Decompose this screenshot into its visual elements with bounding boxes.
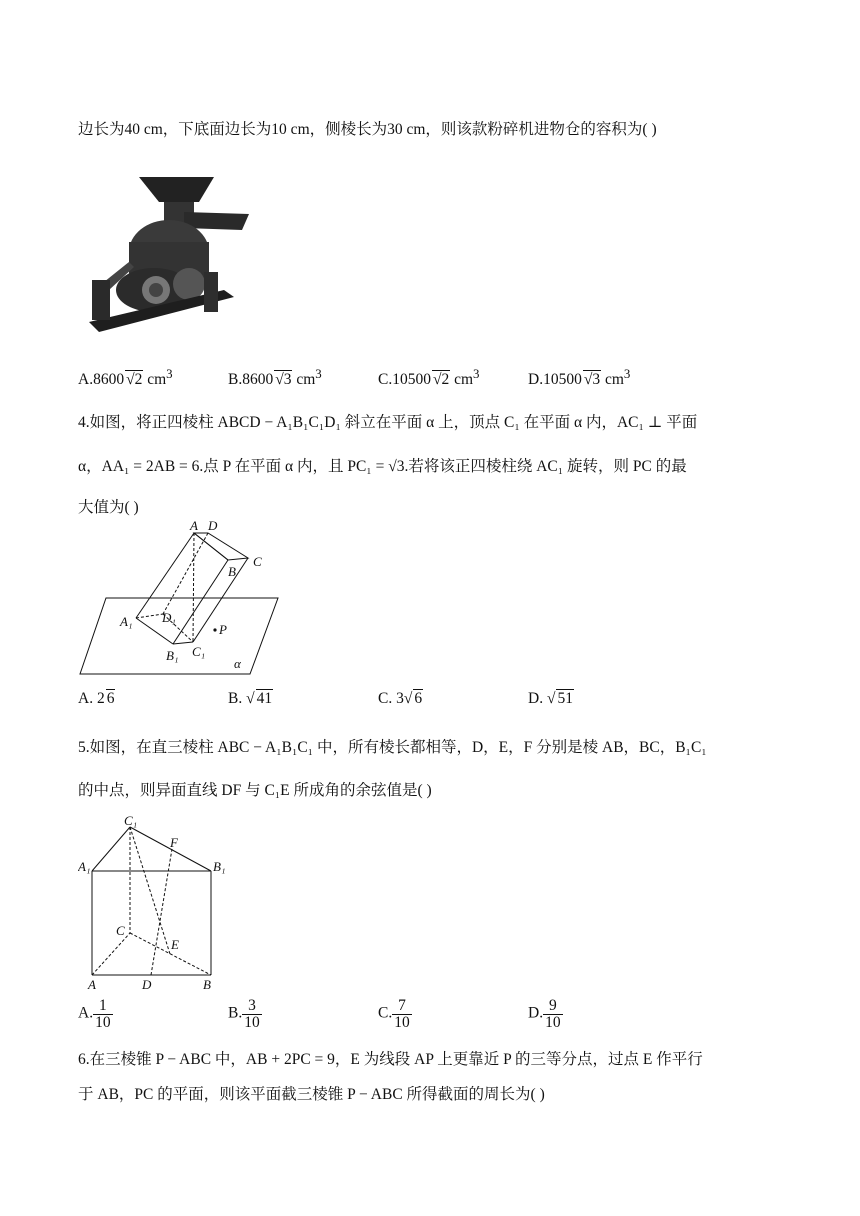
q5-label-d: D: [142, 977, 152, 992]
q4-option-d[interactable]: D. √ 51: [528, 690, 573, 707]
q5-option-a[interactable]: A. $\frac{1}{10}$: [78, 997, 111, 1031]
q4-label-d: D: [208, 518, 218, 533]
q4-option-c[interactable]: C. 3√ 6: [378, 690, 423, 707]
q4-label-p: P: [219, 622, 227, 637]
q4-label-b1: B₁: [166, 648, 179, 663]
q4-label-d1: D₁: [162, 610, 176, 625]
q3-option-b[interactable]: B.8600 √3 $cm^3$: [228, 366, 322, 389]
q4-stem-line-1: 4.如图，将正四棱柱 ABCD − A₁B₁C₁D₁ 斜立在平面 α 上，顶点 C₁ 在平面 α 内，AC₁ ⊥ 平面: [78, 414, 698, 431]
q4-stem-line-3: 大值为( ): [78, 499, 139, 516]
q4-label-c: C: [253, 554, 262, 569]
q6-stem-line-1: 6.在三棱锥 P − ABC 中，AB + 2PC = 9，E 为线段 AP 上更靠近 P 的三等分点，过点 E 作平行: [78, 1051, 703, 1068]
q4-stem-line-2: α，AA₁ = 2AB = 6.点 P 在平面 α 内，且 PC₁ = √3.若将该正四棱柱绕 AC₁ 旋转，则 PC 的最: [78, 458, 687, 475]
q3-option-a[interactable]: A.8600 √2 $cm^3$: [78, 366, 173, 389]
q5-prism-figure: [78, 815, 228, 995]
crusher-machine-photo: [84, 172, 254, 332]
q3-option-d[interactable]: D.10500 √3 $cm^3$: [528, 366, 631, 389]
q6-stem-line-2: 于 AB，PC 的平面，则该平面截三棱锥 P − ABC 所得截面的周长为( ): [78, 1086, 545, 1103]
q5-label-e: E: [171, 937, 179, 952]
q5-stem-line-2: 的中点，则异面直线 DF 与 C₁E 所成角的余弦值是( ): [78, 782, 432, 799]
q4-label-a: A: [190, 518, 198, 533]
q5-label-f: F: [170, 835, 178, 850]
q3-option-c[interactable]: C.10500 √2 $cm^3$: [378, 366, 480, 389]
q5-option-c[interactable]: C. $\frac{7}{10}$: [378, 997, 410, 1031]
q5-label-b1: B₁: [213, 859, 226, 874]
q4-label-a1: A₁: [120, 614, 133, 629]
q4-label-b: B: [228, 564, 236, 579]
q5-label-c: C: [116, 923, 125, 938]
q5-label-a: A: [88, 977, 96, 992]
q5-label-c1: C₁: [124, 815, 138, 828]
q4-option-a[interactable]: A. 2 6: [78, 690, 115, 707]
q5-label-a1: A₁: [78, 859, 91, 874]
q5-option-d[interactable]: D. $\frac{9}{10}$: [528, 997, 561, 1031]
q5-option-b[interactable]: B. $\frac{3}{10}$: [228, 997, 260, 1031]
q5-label-b: B: [203, 977, 211, 992]
q3-stem-line: 边长为40 cm，下底面边长为10 cm，侧棱长为30 cm，则该款粉碎机进物仓的容积为( ): [78, 121, 657, 138]
q4-label-alpha: α: [234, 656, 241, 671]
q4-option-b[interactable]: B. √ 41: [228, 690, 273, 707]
q5-stem-line-1: 5.如图，在直三棱柱 ABC − A₁B₁C₁ 中，所有棱长都相等，D，E，F 分别是棱 AB，BC，B₁C₁: [78, 739, 707, 756]
q4-prism-figure: [78, 518, 288, 678]
q4-label-c1: C₁: [192, 644, 206, 659]
